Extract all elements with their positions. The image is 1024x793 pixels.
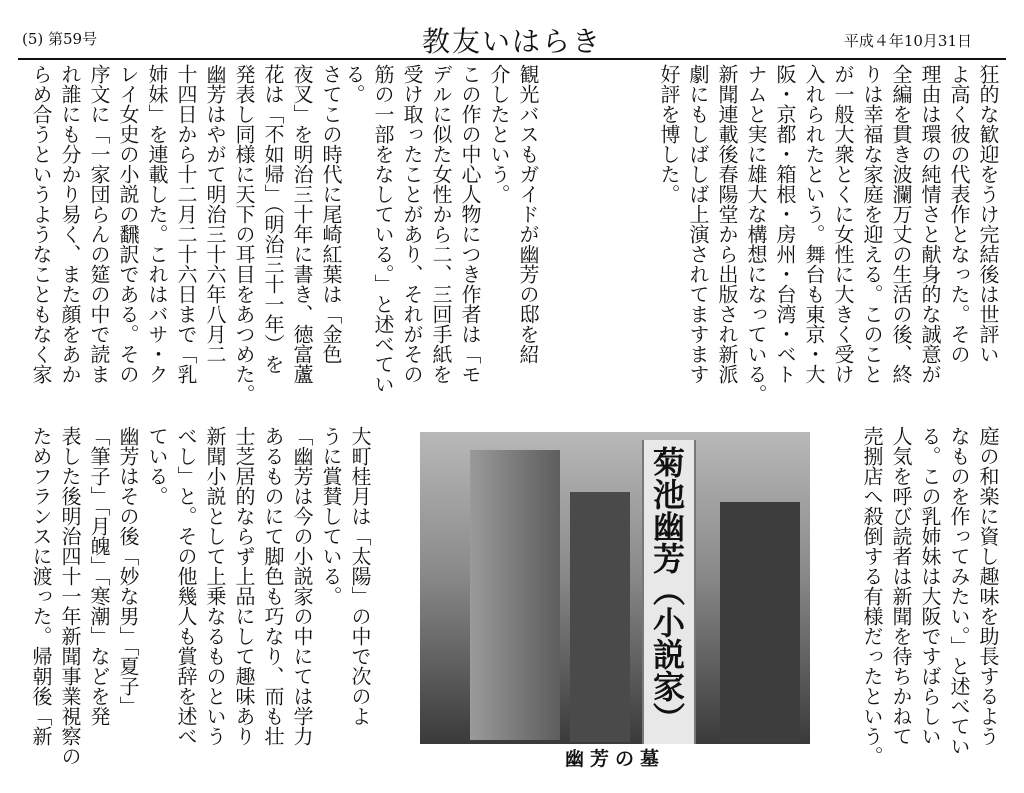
text-line: べし」と。その他幾人も賞辞を述べ: [174, 426, 198, 746]
text-line: 介したという。: [487, 64, 511, 204]
grave-marker-text: 菊池幽芳（小説家）: [648, 446, 686, 734]
text-line: 劇にもしばしば上演されてますます: [686, 64, 710, 384]
text-line: なものを作ってみたい。」と述べてい: [947, 426, 971, 756]
text-line: 「筆子」「月魄」「寒潮」などを発: [87, 426, 111, 726]
text-line: この作の中心人物につき作者は「モ: [458, 64, 482, 384]
text-line: 士芝居的ならず上品にして趣味あり: [232, 426, 256, 746]
gravestone: [470, 450, 560, 740]
text-column-top-middle: [339, 64, 542, 418]
text-line: ている。: [145, 426, 169, 506]
text-line: 観光バスもガイドが幽芳の邸を紹: [516, 64, 540, 364]
grave-photo: [420, 432, 810, 744]
text-line: 大町桂月は「太陽」の中で次のよ: [348, 426, 372, 726]
text-line: 阪・京都・箱根・房州・台湾・ベト: [773, 64, 797, 384]
text-line: 新聞連載後春陽堂から出版され新派: [715, 64, 739, 384]
text-line: 花は「不如帰」（明治三十一年）を: [261, 64, 285, 374]
text-line: 新聞小説として上乗なるものという: [203, 426, 227, 746]
text-line: レイ女史の小説の飜訳である。その: [116, 64, 140, 384]
text-line: 好評を博した。: [657, 64, 681, 204]
text-line: 売捌店へ殺倒する有様だったという。: [860, 426, 884, 766]
text-line: あるものにて脚色も巧なり、而も壮: [261, 426, 285, 746]
text-line: 筋の一部をなしている。」と述べてい: [371, 64, 395, 394]
text-line: 幽芳はやがて明治三十六年八月二: [203, 64, 227, 364]
text-line: 受け取ったことがあり、それがその: [400, 64, 424, 384]
gravestone-secondary: [570, 492, 630, 742]
text-line: 狂的な歓迎をうけ完結後は世評い: [976, 64, 1000, 364]
text-line: 「幽芳は今の小説家の中にては学力: [290, 426, 314, 746]
text-line: りは幸福な家庭を迎える。このこと: [860, 64, 884, 384]
text-line: らめ合うというようなこともなく家: [29, 64, 53, 384]
text-line: ためフランスに渡った。帰朝後「新: [29, 426, 53, 746]
text-line: 姉妹」を連載した。これはバサ・ク: [145, 64, 169, 384]
text-line: 人気を呼び読者は新聞を待ちかねて: [889, 426, 913, 746]
header-rule: [18, 58, 1006, 60]
text-line: 序文に「一家団らんの筵の中で読ま: [87, 64, 111, 384]
issue-number: (5) 第59号: [22, 30, 98, 48]
text-line: 理由は環の純情さと献身的な誠意が: [918, 64, 942, 384]
text-line: 表した後明治四十一年新聞事業視察の: [58, 426, 82, 766]
text-line: さてこの時代に尾崎紅葉は「金色: [319, 64, 343, 364]
text-line: 庭の和楽に資し趣味を助長するよう: [976, 426, 1000, 746]
text-line: る。この乳姉妹は大阪ですばらしい: [918, 426, 942, 746]
text-line: れ誰にも分かり易く、また顔をあか: [58, 64, 82, 384]
text-line: よ高く彼の代表作となった。その: [947, 64, 971, 364]
page-header: [0, 6, 1024, 58]
newsletter-title: 教友いはらき: [421, 25, 602, 58]
text-line: 全編を貫き波瀾万丈の生活の後、終: [889, 64, 913, 384]
text-column-top-right: [654, 64, 1002, 418]
background-building: [720, 502, 800, 742]
text-column-bottom-left: [26, 426, 374, 776]
text-line: る。: [342, 64, 366, 104]
text-line: うに賞賛している。: [319, 426, 343, 606]
text-line: 発表し同様に天下の耳目をあつめた。: [232, 64, 256, 404]
issue-date: 平成４年10月31日: [843, 32, 972, 50]
text-line: デルに似た女性から二、三回手紙を: [429, 64, 453, 384]
text-line: 入れられたという。舞台も東京・大: [802, 64, 826, 384]
photo-caption: 幽芳の墓: [564, 748, 665, 770]
text-column-top-left: [26, 64, 345, 418]
text-line: 幽芳はその後「妙な男」「夏子」: [116, 426, 140, 716]
text-line: 十四日から十二月二十六日まで「乳: [174, 64, 198, 384]
text-column-bottom-right: [857, 426, 1002, 776]
text-line: が一般大衆とくに女性に大きく受け: [831, 64, 855, 384]
text-line: ナムと実に雄大な構想になっている。: [744, 64, 768, 404]
text-line: 夜叉」を明治三十年に書き、徳富蘆: [290, 64, 314, 384]
